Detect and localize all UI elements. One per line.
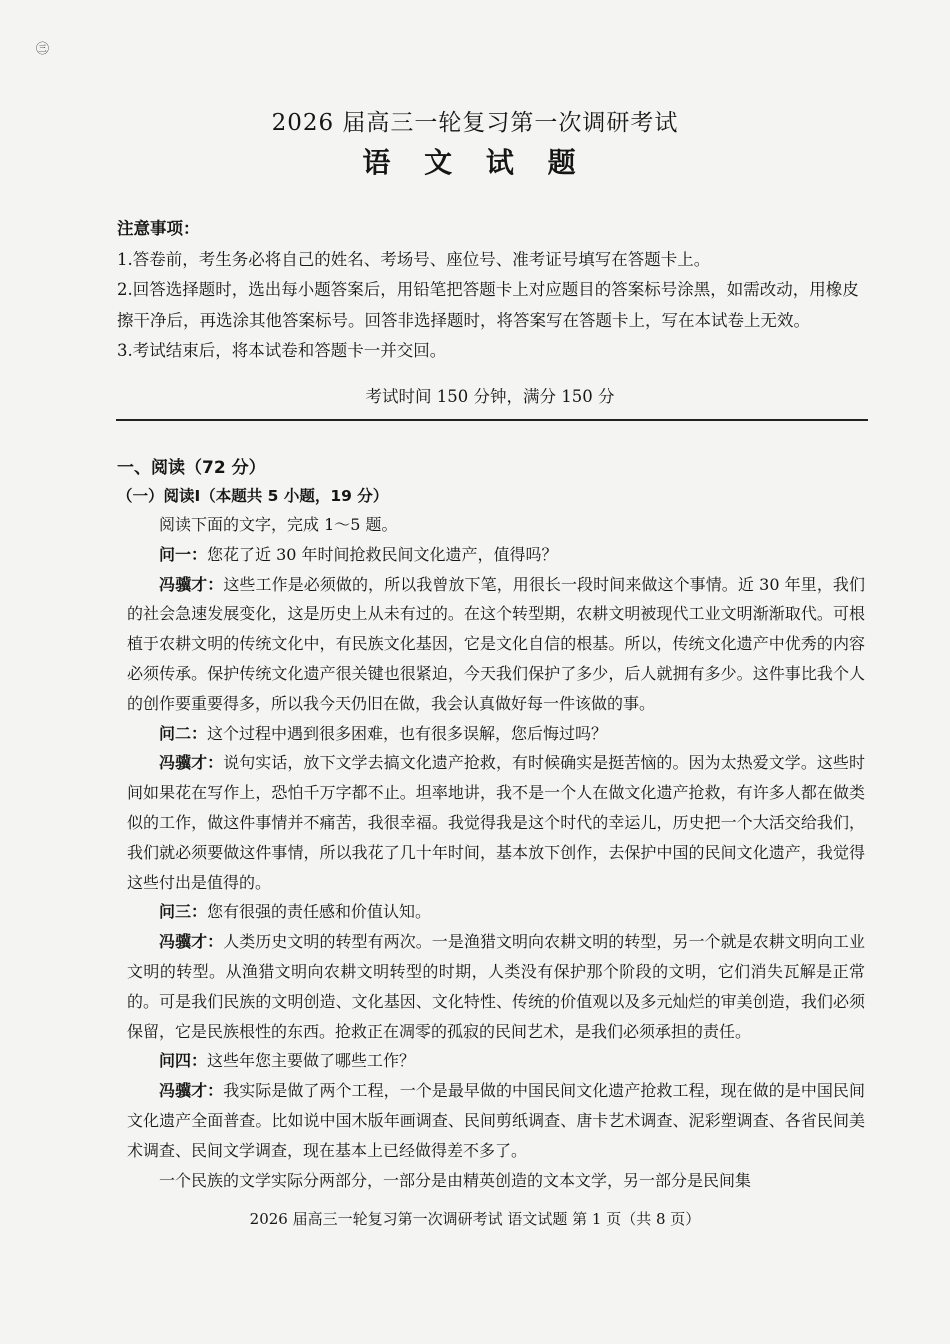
paragraph-text: 人类历史文明的转型有两次。一是渔猎文明向农耕文明的转型，另一个就是农耕文明向工业文明的转型。从渔猎文明向农耕文明转型的时期，人类没有保护那个阶段的文明，它们消失瓦解是正常的。可是我们民族的文明创造、文化基因、文化特性、传统的价值观以及多元灿烂的审美创造，我们必须保留，它是民族根性的东西。抢救正在凋零的孤寂的民间艺术，是我们必须承担的责任。 bbox=[127, 932, 865, 1041]
dialogue-paragraph bbox=[127, 570, 865, 719]
dialogue-paragraph bbox=[127, 748, 865, 897]
paragraph-text: 您有很强的责任感和价值认知。 bbox=[207, 902, 432, 922]
corner-mark: ㊂ bbox=[36, 42, 50, 57]
notes-heading: 注意事项： bbox=[117, 219, 200, 238]
speaker-label: 冯骥才： bbox=[159, 574, 224, 594]
paragraph-text: 这些年您主要做了哪些工作？ bbox=[207, 1051, 416, 1071]
speaker-label: 冯骥才： bbox=[159, 1081, 224, 1101]
passage-instruction: 阅读下面的文字，完成 1～5 题。 bbox=[159, 515, 398, 534]
paragraph-text: 说句实话，放下文学去搞文化遗产抢救，有时候确实是挺苦恼的。因为太热爱文学。这些时间如果花在写作上，恐怕千万字都不止。坦率地讲，我不是一个人在做文化遗产抢救，有许多人都在做类似的工作，做这件事情并不痛苦，我很幸福。我觉得我是这个时代的幸运儿，历史把一个大活交给我们，我们就必须要做这件事情，所以我花了几十年时间，基本放下创作，去保护中国的民间文化遗产，我觉得这些付出是值得的。 bbox=[127, 753, 865, 892]
page-footer: 2026 届高三一轮复习第一次调研考试 语文试题 第 1 页（共 8 页） bbox=[249, 1210, 701, 1228]
paragraph-text: 这个过程中遇到很多困难，也有很多误解，您后悔过吗？ bbox=[207, 723, 608, 743]
speaker-label: 冯骥才： bbox=[159, 932, 224, 952]
dialogue-paragraph bbox=[127, 540, 865, 570]
dialogue-paragraph bbox=[127, 719, 865, 749]
speaker-label: 问一： bbox=[159, 544, 208, 564]
section-title: 一、阅读（72 分） bbox=[117, 458, 266, 478]
speaker-label: 冯骥才： bbox=[159, 753, 224, 773]
dialogue-paragraph bbox=[127, 897, 865, 927]
dialogue-paragraph bbox=[127, 1076, 865, 1165]
exam-title: 2026 届高三一轮复习第一次调研考试 bbox=[271, 110, 679, 136]
note-item-1: 1.答卷前，考生务必将自己的姓名、考场号、座位号、准考证号填写在答题卡上。 bbox=[117, 249, 711, 269]
exam-time-info: 考试时间 150 分钟，满分 150 分 bbox=[365, 387, 615, 406]
speaker-label: 问二： bbox=[159, 723, 208, 743]
subsection-title: （一）阅读Ⅰ（本题共 5 小题，19 分） bbox=[117, 487, 389, 505]
speaker-label: 问四： bbox=[159, 1051, 208, 1071]
note-item-3: 3.考试结束后，将本试卷和答题卡一并交回。 bbox=[117, 341, 447, 360]
dialogue-paragraph bbox=[127, 1166, 865, 1196]
dialogue-paragraph bbox=[127, 1046, 865, 1076]
paragraph-text: 我实际是做了两个工程，一个是最早做的中国民间文化遗产抢救工程，现在做的是中国民间文化遗产全面普查。比如说中国木版年画调查、民间剪纸调查、唐卡艺术调查、泥彩塑调查、各省民间美术调查、民间文学调查，现在基本上已经做得差不多了。 bbox=[127, 1081, 865, 1160]
notes-block bbox=[117, 214, 869, 367]
paragraph-text: 您花了近 30 年时间抢救民间文化遗产，值得吗？ bbox=[207, 544, 558, 564]
dialogue-paragraph bbox=[127, 927, 865, 1046]
speaker-label: 问三： bbox=[159, 902, 208, 922]
divider-rule bbox=[116, 419, 868, 421]
note-item-2: 2.回答选择题时，选出每小题答案后，用铅笔把答题卡上对应题目的答案标号涂黑，如需改动，用橡皮擦干净后，再选涂其他答案标号。回答非选择题时，将答案写在答题卡上，写在本试卷上无效。 bbox=[117, 280, 859, 330]
paragraph-text: 这些工作是必须做的，所以我曾放下笔，用很长一段时间来做这个事情。近 30 年里，我们的社会急速发展变化，这是历史上从未有过的。在这个转型期，农耕文明被现代工业文明渐渐取代。可根植于农耕文明的传统文化中，有民族文化基因，它是文化自信的根基。所以，传统文化遗产中优秀的内容必须传承。保护传统文化遗产很关键也很紧迫，今天我们保护了多少，后人就拥有多少。这件事比我个人的创作要重要得多，所以我今天仍旧在做，我会认真做好每一件该做的事。 bbox=[127, 574, 865, 713]
reading-passage bbox=[127, 510, 865, 1195]
paragraph-text: 一个民族的文学实际分两部分，一部分是由精英创造的文本文学，另一部分是民间集 bbox=[159, 1170, 752, 1190]
subject-title: 语 文 试 题 bbox=[362, 146, 588, 179]
